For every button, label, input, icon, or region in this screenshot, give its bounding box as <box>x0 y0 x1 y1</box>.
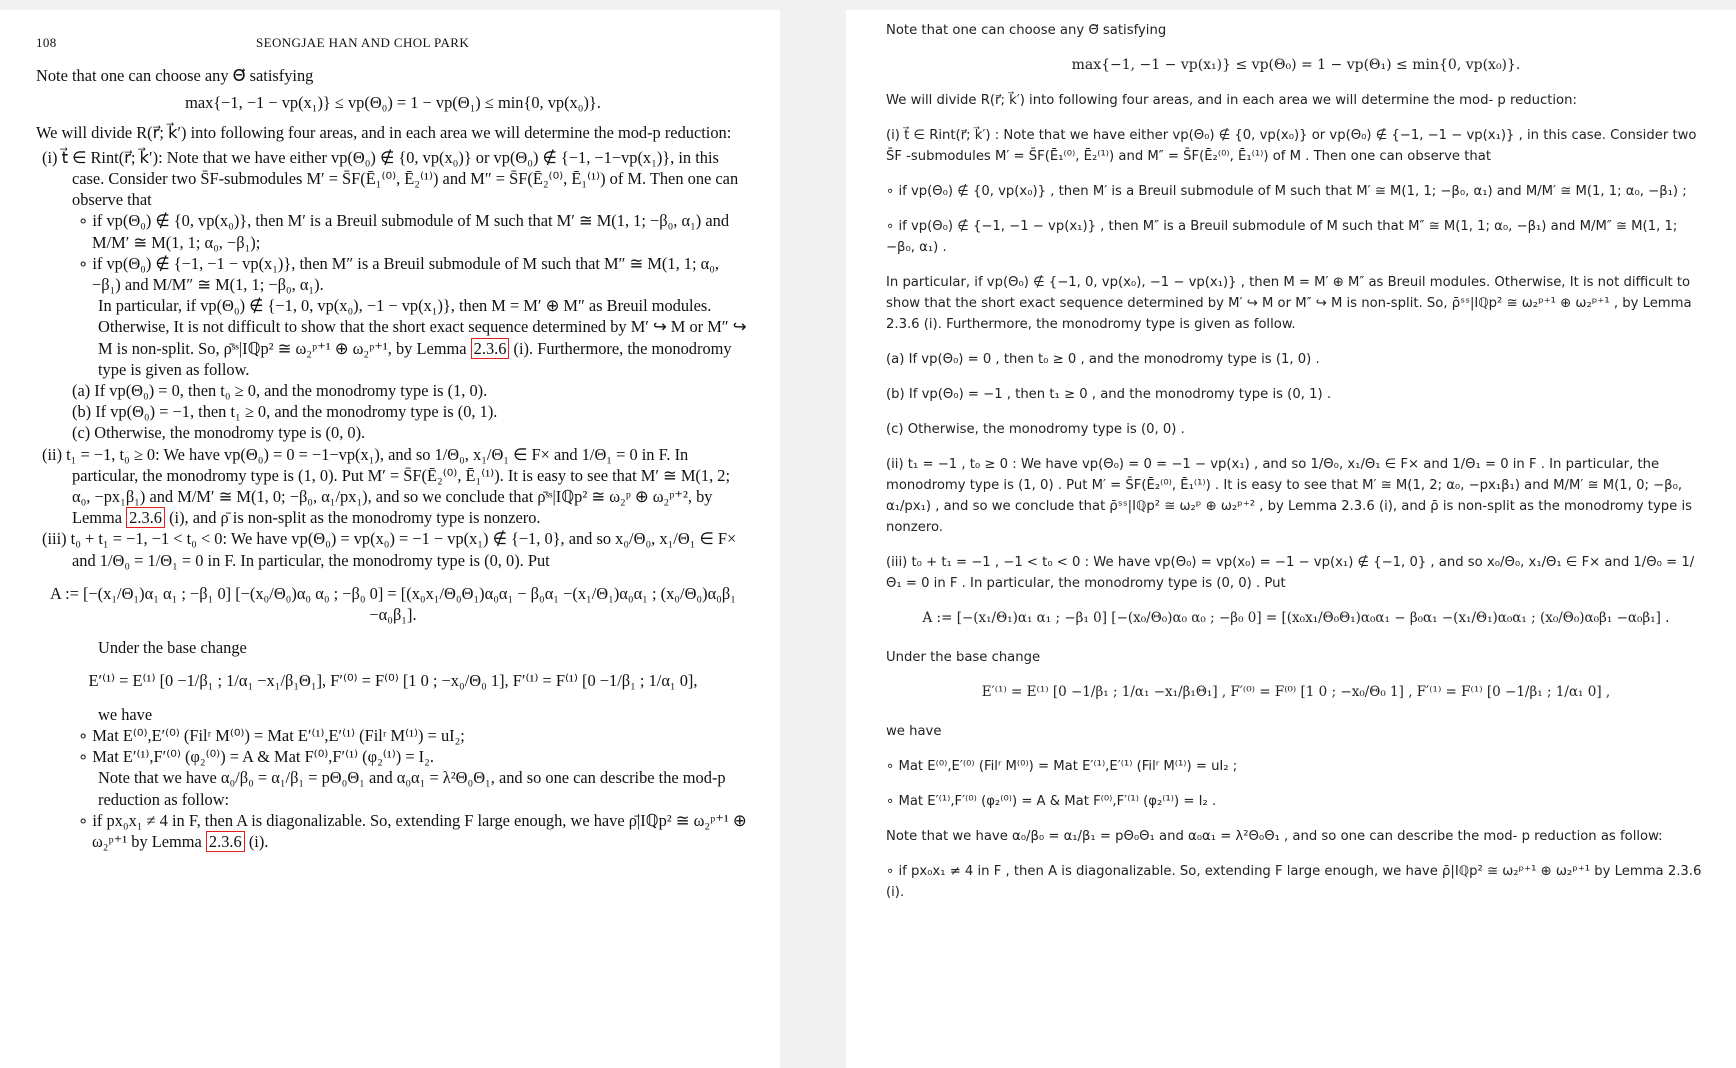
case-i: (i) t⃗ ∈ Rint(r⃗; k⃗′) : Note that we have either vp(Θ₀) ∉ {0, vp(x₀)} or vp(Θ₀) ∉ {−1, −1 − vp(x₁)} , in this case. Consider two S̄F -submodules M′ = S̄F(Ē₁⁽⁰⁾, Ē₂⁽¹⁾) and M″ = S̄F(Ē₂⁽⁰⁾, Ē₁⁽¹⁾) of M . Then one can observe that <box>886 128 1697 164</box>
intro-paragraph: Note that one can choose any Θ⃗ satisfying <box>36 66 314 86</box>
lemma-link[interactable]: 2.3.6 <box>206 831 245 852</box>
divide-paragraph: We will divide R(r⃗; k⃗′) into following four areas, and in each area we will determine the mod-p reduction: <box>36 122 732 142</box>
case-ii-text: (ii) t₁ = −1, t₀ ≥ 0: We have vp(Θ₀) = 0 = −1−vp(x₁), and so 1/Θ₀, x₁/Θ₁ ∈ F× and 1/Θ₁ = 0 in F. In particular, the monodromy type is (1, 0). Put M′ = S̄F(Ē₂⁽⁰⁾, Ē₁⁽¹⁾). It is easy to see that M′ ≅ M(1, 2; α₀, −px₁β₁) and M/M′ ≅ M(1, 0; −β₀, α₁/px₁), and so we conclude that ρ̄ˢˢ|Iℚp² ≅ ω₂ᵖ ⊕ ω₂ᵖ⁺², by Lemma <box>42 444 731 528</box>
case-iii: (iii) t₀ + t₁ = −1, −1 < t₀ < 0: We have vp(Θ₀) = vp(x₀) = −1 − vp(x₁) ∉ {−1, 0}, and so x₀/Θ₀, x₁/Θ₁ ∈ F× and 1/Θ₀ = 1/Θ₁ = 0 in F. In particular, the monodromy type is (0, 0). Put <box>42 529 737 570</box>
diagonalizable-bullet <box>36 810 750 852</box>
diagonalizable-text: ∘ if px₀x₁ ≠ 4 in F, then A is diagonalizable. So, extending F large enough, we have ρ̄|Iℚp² ≅ ω₂ᵖ⁺¹ ⊕ ω₂ᵖ⁺¹ by Lemma <box>78 810 747 851</box>
diagonalizable-tail: (i). <box>248 831 269 851</box>
case-iii: (iii) t₀ + t₁ = −1 , −1 < t₀ < 0 : We have vp(Θ₀) = vp(x₀) = −1 − vp(x₁) ∉ {−1, 0} , and so x₀/Θ₀, x₁/Θ₁ ∈ F× and 1/Θ₀ = 1/Θ₁ = 0 in F . In particular, the monodromy type is (0, 0) . Put <box>886 555 1695 591</box>
monodromy-c: (c) Otherwise, the monodromy type is (0, 0). <box>72 423 366 443</box>
we-have-label: we have <box>98 704 153 724</box>
case-i-bullet-2: ∘ if vp(Θ₀) ∉ {−1, −1 − vp(x₁)}, then M″ is a Breuil submodule of M such that M″ ≅ M(1, 1; α₀, −β₁) and M/M″ ≅ M(1, 1; −β₀, α₁). <box>78 253 720 295</box>
running-header <box>36 32 750 53</box>
converted-page <box>846 10 1736 1068</box>
case-ii <box>36 444 750 529</box>
page-number: 108 <box>36 35 57 50</box>
monodromy-b: (b) If vp(Θ₀) = −1 , then t₁ ≥ 0 , and the monodromy type is (0, 1) . <box>886 387 1332 402</box>
note-paragraph: Note that we have α₀/β₀ = α₁/β₁ = pΘ₀Θ₁ and α₀α₁ = λ²Θ₀Θ₁, and so one can describe the mod-p reduction as follow: <box>98 768 726 809</box>
base-change-equation: E′⁽¹⁾ = E⁽¹⁾ [0 −1/β₁ ; 1/α₁ −x₁/β₁Θ₁] , F′⁽⁰⁾ = F⁽⁰⁾ [1 0 ; −x₀/Θ₀ 1] , F′⁽¹⁾ = F⁽¹⁾ [0 −1/β₁ ; 1/α₁ 0] , <box>981 684 1611 700</box>
mat-bullet-1: ∘ Mat E⁽⁰⁾,E′⁽⁰⁾ (Filʳ M⁽⁰⁾) = Mat E′⁽¹⁾,E′⁽¹⁾ (Filʳ M⁽¹⁾) = uI₂ ; <box>886 759 1238 774</box>
running-header-authors: SEONGJAE HAN AND CHOL PARK <box>256 35 470 50</box>
case-i-particular-tail: (i). Furthermore, the monodromy type is given as follow. <box>98 338 732 379</box>
monodromy-a: (a) If vp(Θ₀) = 0 , then t₀ ≥ 0 , and the monodromy type is (1, 0) . <box>886 352 1320 367</box>
display-equation: max{−1, −1 − vp(x₁)} ≤ vp(Θ₀) = 1 − vp(Θ₁) ≤ min{0, vp(x₀)}. <box>185 93 601 113</box>
base-change-label: Under the base change <box>886 650 1041 665</box>
divide-paragraph: We will divide R(r⃗; k⃗′) into following four areas, and in each area we will determine the mod- p reduction: <box>886 93 1577 108</box>
matrix-a-equation: A := [−(x₁/Θ₁)α₁ α₁ ; −β₁ 0] [−(x₀/Θ₀)α₀ α₀ ; −β₀ 0] = [(x₀x₁/Θ₀Θ₁)α₀α₁ − β₀α₁ −(x₁/Θ₁)α₀α₁ ; (x₀/Θ₀)α₀β₁ −α₀β₁]. <box>50 583 736 625</box>
matrix-a-equation: A := [−(x₁/Θ₁)α₁ α₁ ; −β₁ 0] [−(x₀/Θ₀)α₀ α₀ ; −β₀ 0] = [(x₀x₁/Θ₀Θ₁)α₀α₁ − β₀α₁ −(x₁/Θ₁)α₀α₁ ; (x₀/Θ₀)α₀β₁ −α₀β₁] . <box>922 610 1670 626</box>
case-ii-tail: (i), and ρ̄ is non-split as the monodromy type is nonzero. <box>169 508 541 528</box>
lemma-link[interactable]: 2.3.6 <box>471 338 510 359</box>
display-equation: max{−1, −1 − vp(x₁)} ≤ vp(Θ₀) = 1 − vp(Θ₁) ≤ min{0, vp(x₀)}. <box>1071 57 1521 73</box>
lemma-link[interactable]: 2.3.6 <box>126 507 165 528</box>
case-i-bullet-1: ∘ if vp(Θ₀) ∉ {0, vp(x₀)} , then M′ is a Breuil submodule of M such that M′ ≅ M(1, 1; −β₀, α₁) and M/M′ ≅ M(1, 1; α₀, −β₁) ; <box>886 184 1687 199</box>
case-i-lemma-prefix: by Lemma <box>395 338 467 358</box>
base-change-equation: E′⁽¹⁾ = E⁽¹⁾ [0 −1/β₁ ; 1/α₁ −x₁/β₁Θ₁], F′⁽⁰⁾ = F⁽⁰⁾ [1 0 ; −x₀/Θ₀ 1], F′⁽¹⁾ = F⁽¹⁾ [0 −1/β₁ ; 1/α₁ 0], <box>88 671 698 691</box>
base-change-label: Under the base change <box>98 638 247 658</box>
monodromy-a: (a) If vp(Θ₀) = 0, then t₀ ≥ 0, and the monodromy type is (1, 0). <box>72 381 488 401</box>
mat-bullet-1: ∘ Mat E⁽⁰⁾,E′⁽⁰⁾ (Filʳ M⁽⁰⁾) = Mat E′⁽¹⁾,E′⁽¹⁾ (Filʳ M⁽¹⁾) = uI₂; <box>78 725 465 745</box>
case-i-particular: In particular, if vp(Θ₀) ∉ {−1, 0, vp(x₀), −1 − vp(x₁)} , then M = M′ ⊕ M″ as Breuil modules. Otherwise, It is not difficult to show that the short exact sequence determined by M′ ↪ M or M″ ↪ M is non-split. So, ρ̄ˢˢ|Iℚp² ≅ ω₂ᵖ⁺¹ ⊕ ω₂ᵖ⁺¹ , by Lemma 2.3.6 (i). Furthermore, the monodromy type is given as follow. <box>886 275 1692 332</box>
case-i-particular-text: In particular, if vp(Θ₀) ∉ {−1, 0, vp(x₀), −1 − vp(x₁)}, then M = M′ ⊕ M″ as Breuil modules. Otherwise, It is not difficult to show that the short exact sequence determined by M′ ↪ M or M″ ↪ M is non-split. So, ρ̄ˢˢ|Iℚp² ≅ ω₂ᵖ⁺¹ ⊕ ω₂ᵖ⁺¹, <box>98 296 747 358</box>
case-i-bullet-1: ∘ if vp(Θ₀) ∉ {0, vp(x₀)}, then M′ is a Breuil submodule of M such that M′ ≅ M(1, 1; −β₀, α₁) and M/M′ ≅ M(1, 1; α₀, −β₁); <box>78 211 730 252</box>
mat-bullet-2: ∘ Mat E′⁽¹⁾,F′⁽⁰⁾ (φ₂⁽⁰⁾) = A & Mat F⁽⁰⁾,F′⁽¹⁾ (φ₂⁽¹⁾) = I₂. <box>78 747 434 767</box>
case-i-bullet-2: ∘ if vp(Θ₀) ∉ {−1, −1 − vp(x₁)} , then M″ is a Breuil submodule of M such that M″ ≅ M(1, 1; α₀, −β₁) and M/M″ ≅ M(1, 1; −β₀, α₁) . <box>886 219 1678 255</box>
mat-bullet-2: ∘ Mat E′⁽¹⁾,F′⁽⁰⁾ (φ₂⁽⁰⁾) = A & Mat F⁽⁰⁾,F′⁽¹⁾ (φ₂⁽¹⁾) = I₂ . <box>886 794 1217 809</box>
case-i-particular <box>36 295 750 380</box>
diagonalizable-bullet: ∘ if px₀x₁ ≠ 4 in F , then A is diagonalizable. So, extending F large enough, we have ρ̄|Iℚp² ≅ ω₂ᵖ⁺¹ ⊕ ω₂ᵖ⁺¹ by Lemma 2.3.6 (i). <box>886 864 1702 900</box>
case-i: (i) t⃗ ∈ Rint(r⃗; k⃗′): Note that we have either vp(Θ₀) ∉ {0, vp(x₀)} or vp(Θ₀) ∉ {−1, −1−vp(x₁)}, in this case. Consider two S̄F-submodules M′ = S̄F(Ē₁⁽⁰⁾, Ē₂⁽¹⁾) and M″ = S̄F(Ē₂⁽⁰⁾, Ē₁⁽¹⁾) of M. Then one can observe that <box>42 147 739 210</box>
we-have-label: we have <box>886 724 942 739</box>
intro-paragraph: Note that one can choose any Θ⃗ satisfying <box>886 23 1167 38</box>
original-page <box>0 10 780 1068</box>
note-paragraph: Note that we have α₀/β₀ = α₁/β₁ = pΘ₀Θ₁ and α₀α₁ = λ²Θ₀Θ₁ , and so one can describe the mod- p reduction as follow: <box>886 829 1663 844</box>
case-ii: (ii) t₁ = −1 , t₀ ≥ 0 : We have vp(Θ₀) = 0 = −1 − vp(x₁) , and so 1/Θ₀, x₁/Θ₁ ∈ F× and 1/Θ₁ = 0 in F . In particular, the monodromy type is (1, 0) . Put M′ = S̄F(Ē₂⁽⁰⁾, Ē₁⁽¹⁾) . It is easy to see that M′ ≅ M(1, 2; α₀, −px₁β₁) and M/M′ ≅ M(1, 0; −β₀, α₁/px₁) , and so we conclude that ρ̄ˢˢ|Iℚp² ≅ ω₂ᵖ ⊕ ω₂ᵖ⁺² , by Lemma 2.3.6 (i), and ρ̄ is non-split as the monodromy type is nonzero. <box>886 457 1692 535</box>
monodromy-c: (c) Otherwise, the monodromy type is (0, 0) . <box>886 422 1185 437</box>
monodromy-b: (b) If vp(Θ₀) = −1, then t₁ ≥ 0, and the monodromy type is (0, 1). <box>72 402 498 422</box>
